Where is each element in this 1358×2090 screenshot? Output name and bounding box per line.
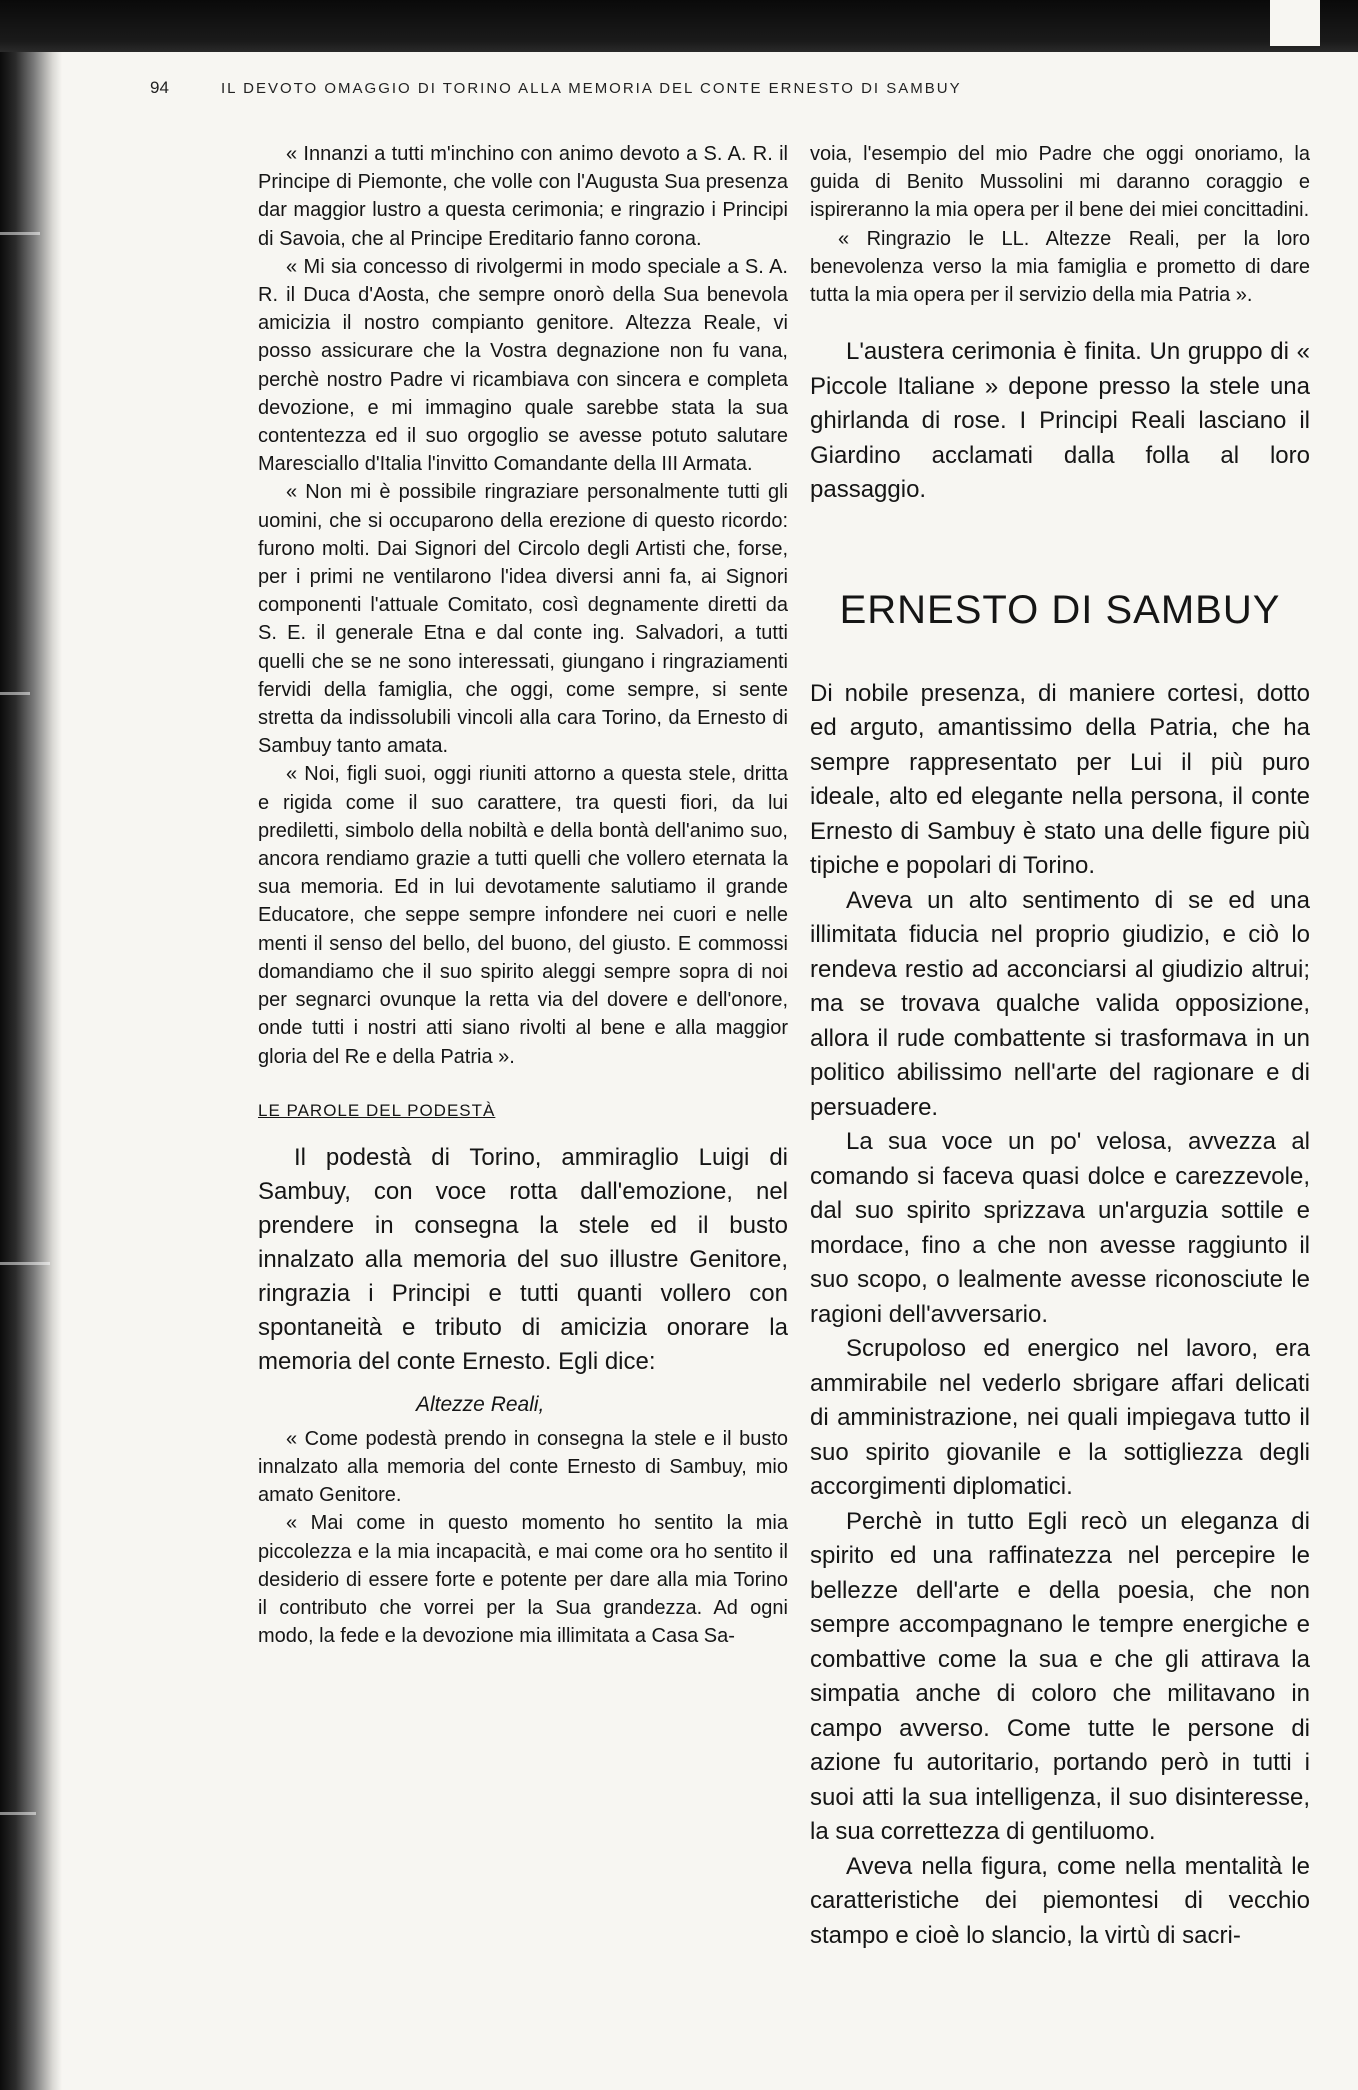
biography-paragraph: Di nobile presenza, di maniere cortesi, dotto ed arguto, amantissimo della Patria, che ha sempre rappresentato per Lui il più puro ideale, alto ed elegante nella persona, il conte Ernesto di Sambuy è stato una delle figure più tipiche e popolari di Torino. <box>810 679 1310 880</box>
scan-top-border <box>0 0 1358 52</box>
scan-streak <box>0 692 30 695</box>
scan-streak <box>0 232 40 235</box>
biography-paragraph: Aveva nella figura, come nella mentalità le caratteristiche dei piemontesi di vecchio stampo e cioè lo slancio, la virtù di sacri- <box>810 1852 1310 1949</box>
scan-streak <box>0 1262 50 1265</box>
biography-paragraph: Perchè in tutto Egli recò un eleganza di spirito ed una raffinatezza nel percepire le bellezze dell'arte e della poesia, che non sempre accompagnano le tempre energiche e combattive come la sua e che gli attirava la simpatia anche di coloro che militavano in campo avverso. Come tutte le persone di azione fu autoritario, portando però in tutti i suoi atti la sua intelligenza, il suo disinteresse, la sua correttezza di gentiluomo. <box>810 1507 1310 1846</box>
paragraph: « Innanzi a tutti m'inchino con animo devoto a S. A. R. il Principe di Piemonte, che volle con l'Augusta Sua presenza dar maggior lustro a questa cerimonia; e ringrazio i Principi di Savoia, che al Principe Ereditario fanno corona. <box>258 143 788 250</box>
biography-paragraph: Scrupoloso ed energico nel lavoro, era ammirabile nel vederlo sbrigare affari delicati di amministrazione, nei quali impiegava tutto il suo spirito giovanile e la sottigliezza degli accorgimenti diplomatici. <box>810 1335 1310 1501</box>
podesta-intro: Il podestà di Torino, ammiraglio Luigi di Sambuy, con voce rotta dall'emozione, nel prendere in consegna la stele ed il busto innalzato alla memoria del suo illustre Genitore, ringrazia i Principi e tutti quanti vollero con spontaneità e tributo di amicizia onorare la memoria del conte Ernesto. Egli dice: <box>258 1143 788 1375</box>
salutation: Altezze Reali, <box>416 1392 545 1416</box>
speech-paragraph: « Ringrazio le LL. Altezze Reali, per la loro benevolenza verso la mia famiglia e prometto di dare tutta la mia opera per il servizio della mia Patria ». <box>810 227 1310 307</box>
running-header: IL DEVOTO OMAGGIO DI TORINO ALLA MEMORIA DEL CONTE ERNESTO DI SAMBUY <box>221 80 962 97</box>
paragraph: « Mi sia concesso di rivolgermi in modo speciale a S. A. R. il Duca d'Aosta, che sempre onorò della Sua benevola amicizia il nostro compianto genitore. Altezza Reale, vi posso assicurare che la Vostra degnazione non fu vana, perchè nostro Padre vi ricambiava con sincera e completa devozione, e mi immagino quale sarebbe stata la sua contentezza ed il suo orgoglio se avesse potuto salutare Maresciallo d'Italia l'invitto Comandante della III Armata. <box>258 255 788 476</box>
biography-paragraph: Aveva un alto sentimento di se ed una illimitata fiducia nel proprio giudizio, e ciò lo rendeva restio ad acconciarsi al giudizio altrui; ma se trovava qualche valida opposizione, allora il rude combattente si trasformava in un politico abilissimo nell'arte del ragionare e di persuadere. <box>810 886 1310 1121</box>
right-column <box>810 140 1310 1953</box>
scan-streak <box>0 1812 36 1815</box>
biography-paragraph: La sua voce un po' velosa, avvezza al comando si faceva quasi dolce e carezzevole, dal suo spirito sprizzava un'arguzia sottile e mordace, fino a che non avesse raggiunto il suo scopo, o lealmente avesse riconosciute le ragioni dell'avversario. <box>810 1128 1310 1328</box>
speech-paragraph: « Come podestà prendo in consegna la stele e il busto innalzato alla memoria del conte Ernesto di Sambuy, mio amato Genitore. <box>258 1427 788 1507</box>
scan-top-gap <box>1270 0 1320 46</box>
ceremony-paragraph: L'austera cerimonia è finita. Un gruppo di « Piccole Italiane » depone presso la stele una ghirlanda di rose. I Principi Reali lasciano il Giardino acclamati dalla folla al loro passaggio. <box>810 338 1310 504</box>
article-title: ERNESTO DI SAMBUY <box>839 587 1281 632</box>
speech-paragraph: « Mai come in questo momento ho sentito la mia piccolezza e la mia incapacità, e mai come ora ho sentito il desiderio di essere forte e potente per dare alla mia Torino il contributo che vorrei per la Sua grandezza. Ad ogni modo, la fede e la devozione mia illimitata a Casa Sa- <box>258 1512 788 1648</box>
scan-left-border <box>0 52 62 2090</box>
left-column <box>258 140 788 1650</box>
speech-paragraph: voia, l'esempio del mio Padre che oggi onoriamo, la guida di Benito Mussolini mi daranno coraggio e ispireranno la mia opera per il bene dei miei concittadini. <box>810 143 1310 222</box>
page-number: 94 <box>150 78 169 97</box>
section-subheading: LE PAROLE DEL PODESTÀ <box>258 1100 496 1120</box>
paragraph: « Noi, figli suoi, oggi riuniti attorno a questa stele, dritta e rigida come il suo carattere, tra questi fiori, da lui prediletti, simbolo della nobiltà e della bontà dell'animo suo, ancora rendiamo grazie a tutti quelli che vollero eternata la sua memoria. Ed in lui devotamente salutiamo il grande Educatore, che seppe sempre infondere nei cuori e nelle menti il senso del bello, del buono, del giusto. E commossi domandiamo che il suo spirito aleggi sempre sopra di noi per segnarci ovunque la retta via del dovere e dell'onore, onde tutti i nostri atti siano rivolti al bene e alla maggior gloria del Re e della Patria ». <box>258 763 788 1068</box>
paragraph: « Non mi è possibile ringraziare personalmente tutti gli uomini, che si occuparono della erezione di questo ricordo: furono molti. Dai Signori del Circolo degli Artisti che, forse, per i primi ne ventilarono l'idea diversi anni fa, ai Signori componenti l'attuale Comitato, così degnamente diretti da S. E. il generale Etna e dal conte ing. Salvadori, a tutti quelli che se ne sono interessati, giungano i ringraziamenti fervidi della famiglia, che oggi, come sempre, si sente stretta da indissolubili vincoli alla cara Torino, da Ernesto di Sambuy tanto amata. <box>258 481 788 758</box>
